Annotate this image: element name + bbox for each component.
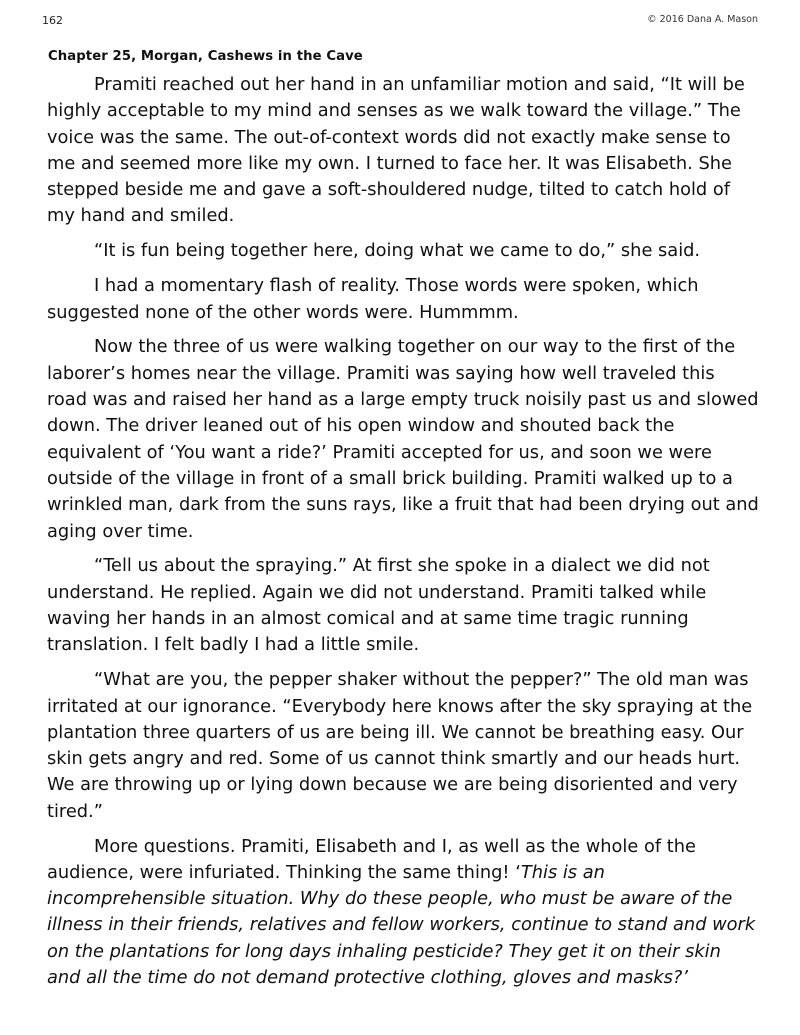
paragraph: Pramiti reached out her hand in an unfamiliar motion and said, “It will be highly acceptable to my mind and senses as we walk toward the village.” The voice was the same. The out-of-context words did not exactly make sense to me and seemed more like my own. I turned to face her. It was Elisabeth. She stepped beside me and gave a soft-shouldered nudge, tilted to catch hold of my hand and smiled. <box>47 74 745 227</box>
paragraph-text: More questions. Pramiti, Elisabeth and I, as well as the whole of the audience, were infuriated. Thinking the same thing! ‘ <box>47 835 696 883</box>
paragraph: “Tell us about the spraying.” At first she spoke in a dialect we did not understand. He replied. Again we did not understand. Pramiti talked while waving her hands in an almost comical and at same time tragic running translation. I felt badly I had a little smile. <box>47 555 710 656</box>
paragraph: I had a momentary flash of reality. Those words were spoken, which suggested none of the other words were. Hummmm. <box>47 275 699 323</box>
chapter-body <box>47 72 759 1000</box>
paragraph: Now the three of us were walking together on our way to the first of the laborer’s homes near the village. Pramiti was saying how well traveled this road was and raised her hand as a large empty truck noisily past us and slowed down. The driver leaned out of his open window and shouted back the equivalent of ‘You want a ride?’ Pramiti accepted for us, and soon we were outside of the village in front of a small brick building. Pramiti walked up to a wrinkled man, dark from the suns rays, like a fruit that had been drying out and aging over time. <box>47 336 759 542</box>
italic-thought: This is an incomprehensible situation. Why do these people, who must be aware of the illness in their friends, relatives and fellow workers, continue to stand and work on the plantations for long days inhaling pesticide? They get it on their skin and all the time do not demand protective clothing, gloves and masks?’ <box>47 861 756 989</box>
paragraph: “It is fun being together here, doing what we came to do,” she said. <box>94 240 701 262</box>
page-number: 162 <box>42 14 63 27</box>
chapter-heading: Chapter 25, Morgan, Cashews in the Cave <box>48 49 363 64</box>
copyright-notice: © 2016 Dana A. Mason <box>647 14 758 25</box>
paragraph <box>47 834 759 992</box>
paragraph: “What are you, the pepper shaker without the pepper?” The old man was irritated at our ignorance. “Everybody here knows after the sky spraying at the plantation three quarters of us are being ill. We cannot be breathing easy. Our skin gets angry and red. Some of us cannot think smartly and our heads hurt. We are throwing up or lying down because we are being disoriented and very tired.” <box>47 669 753 822</box>
